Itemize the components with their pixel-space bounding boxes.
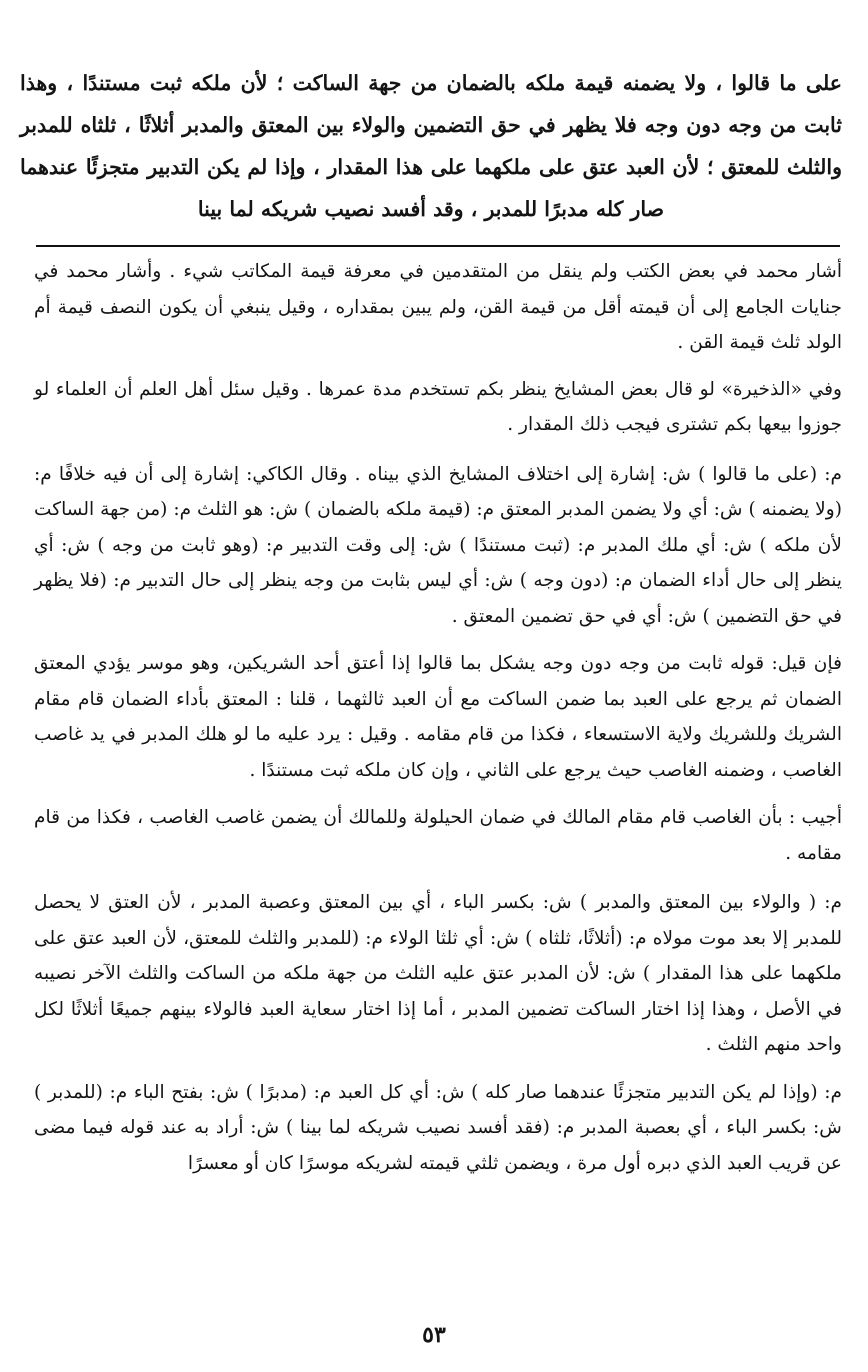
commentary-paragraph: أجيب : بأن الغاصب قام مقام المالك في ضمان الحيلولة وللمالك أن يضمن غاصب الغاصب ، فكذا من قام مقامه . <box>34 807 842 864</box>
main-text-block <box>20 62 842 230</box>
commentary-paragraph: فإن قيل: قوله ثابت من وجه دون وجه يشكل بما قالوا إذا أعتق أحد الشريكين، وهو موسر يؤدي المعتق الضمان ثم يرجع على العبد بما ضمن الساكت مع أن العبد ثالثهما ، قلنا : المعتق بأداء الضمان قام مقام الشريك وللشريك ولاية الاستسعاء ، فكذا من قام مقامه . وقيل : يرد عليه ما لو هلك المدبر في يد غاصب الغاصب ، وضمنه الغاصب حيث يرجع على الثاني ، وإن كان ملكه ثبت مستندًا . <box>34 653 842 781</box>
commentary-paragraph: م: (على ما قالوا ) ش: إشارة إلى اختلاف المشايخ الذي بيناه . وقال الكاكي: إشارة إلى أن فيه خلافًا م: (ولا يضمنه ) ش: أي ولا يضمن المدبر المعتق م: (قيمة ملكه بالضمان ) ش: هو الثلث م: (من جهة الساكت لأن ملكه ) ش: أي ملك المدبر م: (ثبت مستندًا ) ش: إلى وقت التدبير م: (وهو ثابت من وجه ) ش: أي ينظر إلى حال أداء الضمان م: (دون وجه ) ش: أي ليس بثابت من وجه ينظر إلى حال التدبير م: (فلا يظهر في حق التضمين ) ش: أي في حق تضمين المعتق . <box>34 463 842 627</box>
separator-rule <box>36 245 840 247</box>
commentary-paragraph: م: ( والولاء بين المعتق والمدبر ) ش: بكسر الباء ، أي بين المعتق وعصبة المدبر ، لأن العتق لا يحصل للمدبر إلا بعد موت مولاه م: (أثلاثًا، ثلثاه ) ش: أي ثلثا الولاء م: (للمدبر والثلث للمعتق، لأن العبد عتق على ملكهما على هذا المقدار ) ش: لأن المدبر عتق عليه الثلث من جهة ملكه من الساكت والثلث الآخر نصيبه في الأصل ، وهذا إذا اختار الساكت تضمين المدبر ، أما إذا اختار سعاية العبد فالولاء بينهم جميعًا أثلاثًا لكل واحد منهم الثلث . <box>34 892 842 1055</box>
commentary-paragraph: وفي «الذخيرة» لو قال بعض المشايخ ينظر بكم تستخدم مدة عمرها . وقيل سئل أهل العلم أن العلماء لو جوزوا بيعها بكم تشترى فيجب ذلك المقدار . <box>34 378 842 435</box>
main-text-paragraph: على ما قالوا ، ولا يضمنه قيمة ملكه بالضمان من جهة الساكت ؛ لأن ملكه ثبت مستندًا ، وهذا ثابت من وجه دون وجه فلا يظهر في حق التضمين والولاء بين المعتق والمدبر أثلاثًا ، ثلثاه للمدبر والثلث للمعتق ؛ لأن العبد عتق على ملكهما على هذا المقدار ، وإذا لم يكن التدبير متجزئًا عندهما صار كله مدبرًا للمدبر ، وقد أفسد نصيب شريكه لما بينا <box>20 71 842 221</box>
page-number: ٥٣ <box>422 1322 446 1348</box>
commentary-block <box>34 254 842 1181</box>
commentary-paragraph: م: (وإذا لم يكن التدبير متجزئًا عندهما صار كله ) ش: أي كل العبد م: (مدبرًا ) ش: بفتح الباء م: (للمدبر ) ش: بكسر الباء ، أي بعصبة المدبر م: (فقد أفسد نصيب شريكه لما بينا ) ش: أراد به عند قوله فيما مضى عن قريب العبد الذي دبره أول مرة ، ويضمن ثلثي قيمته لشريكه موسرًا كان أو معسرًا <box>34 1081 842 1174</box>
commentary-paragraph: أشار محمد في بعض الكتب ولم ينقل من المتقدمين في معرفة قيمة المكاتب شيء . وأشار محمد في جنايات الجامع إلى أن قيمته أقل من قيمة القن، ولم يبين بمقداره ، وقيل ينبغي أن يكون النصف قيمة أم الولد ثلث قيمة القن . <box>34 261 842 353</box>
